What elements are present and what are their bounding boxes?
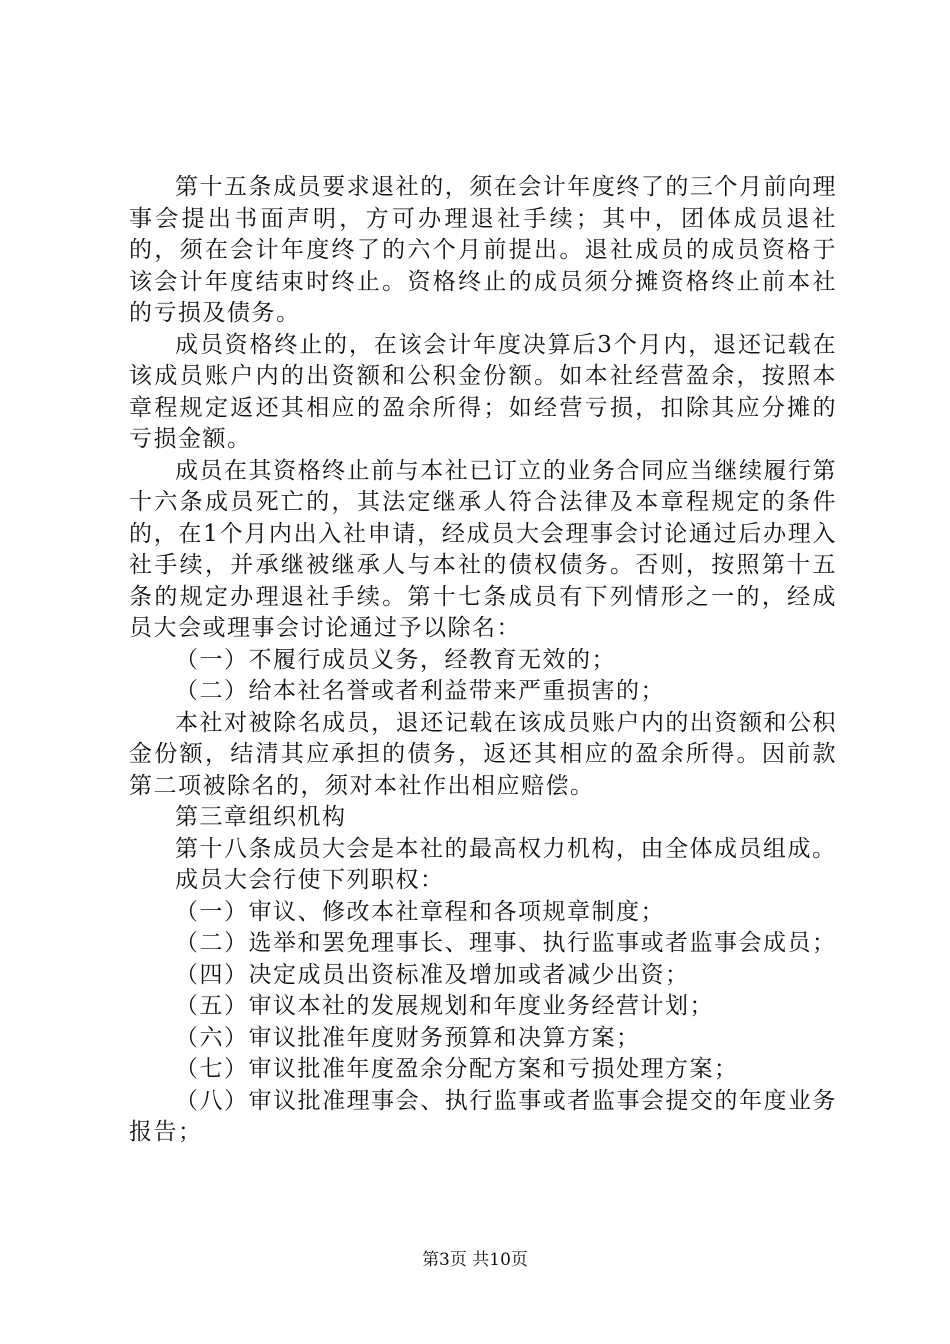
chapter-heading: 第三章组织机构 [175, 804, 347, 830]
list-item: （一）审议、修改本社章程和各项规章制度； [175, 898, 665, 925]
paragraph-powers-intro: 成员大会行使下列职权： [175, 867, 445, 893]
paragraph-article-15: 第十五条成员要求退社的，须在会计年度终了的三个月前向理事会提出书面声明，方可办理退社手续；其中，团体成员退社的，须在会计年度终了的六个月前提出。退社成员的成员资格于该会计年度结束时终止。资格终止的成员须分摊资格终止前本社的亏损及债务。 [129, 174, 837, 326]
paragraph-qualification-termination: 成员资格终止的，在该会计年度决算后3个月内，退还记载在该成员账户内的出资额和公积金份额。如本社经营盈余，按照本章程规定返还其相应的盈余所得；如经营亏损，扣除其应分摊的亏损金额。 [129, 331, 837, 452]
list-item: （四）决定成员出资标准及增加或者减少出资； [175, 961, 690, 988]
page-number: 第3页 共10页 [422, 1250, 528, 1270]
list-item: （二）选举和罢免理事长、理事、执行监事或者监事会成员； [175, 930, 837, 956]
list-item: （八）审议批准理事会、执行监事或者监事会提交的年度业务报告； [129, 1087, 837, 1145]
paragraph-articles-16-17: 成员在其资格终止前与本社已订立的业务合同应当继续履行第十六条成员死亡的，其法定继承人符合法律及本章程规定的条件的，在1个月内出入社申请，经成员大会理事会讨论通过后办理入社手续，并承继被继承人与本社的债权债务。否则，按照第十五条的规定办理退社手续。第十七条成员有下列情形之一的，经成员大会或理事会讨论通过予以除名： [129, 457, 837, 641]
list-item: （七）审议批准年度盈余分配方案和亏损处理方案； [175, 1056, 739, 1082]
list-item: （一）不履行成员义务，经教育无效的； [175, 646, 616, 673]
list-item: （五）审议本社的发展规划和年度业务经营计划； [175, 993, 714, 1019]
paragraph-article-18: 第十八条成员大会是本社的最高权力机构，由全体成员组成。 [175, 835, 837, 862]
paragraph-expulsion-settlement: 本社对被除名成员，退还记载在该成员账户内的出资额和公积金份额，结清其应承担的债务，返还其相应的盈余所得。因前款第二项被除名的，须对本社作出相应赔偿。 [129, 709, 837, 799]
list-item: （二）给本社名誉或者利益带来严重损害的； [175, 678, 665, 704]
document-body [129, 172, 837, 1149]
list-item: （六）审议批准年度财务预算和决算方案； [175, 1024, 641, 1051]
